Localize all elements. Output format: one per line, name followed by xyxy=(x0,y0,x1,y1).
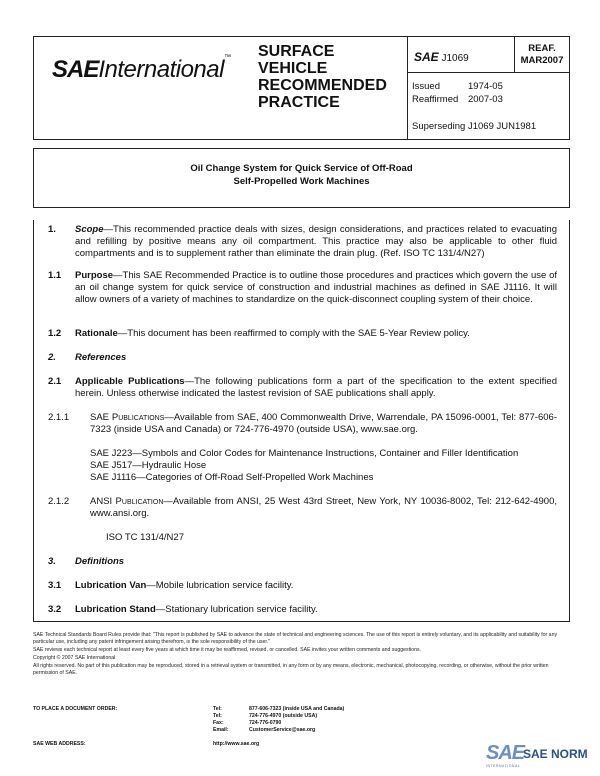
section-purpose xyxy=(34,270,569,306)
doc-type-line: VEHICLE xyxy=(258,60,328,77)
section-text: —Mobile lubrication service facility. xyxy=(146,580,294,591)
web-label: SAE WEB ADDRESS: xyxy=(33,741,86,747)
tel-value: 877-606-7323 (inside USA and Canada) xyxy=(249,706,345,712)
section-applicable-publications xyxy=(34,376,569,400)
section-rationale xyxy=(34,328,569,340)
copyright-line: Copyright © 2007 SAE International xyxy=(33,655,116,661)
doc-number-value: J1069 xyxy=(441,53,469,64)
superseding-note: Superseding J1069 JUN1981 xyxy=(412,121,537,132)
reference-item: SAE J517—Hydraulic Hose xyxy=(90,460,207,471)
title-line: Self-Propelled Work Machines xyxy=(233,176,370,187)
tel-label: Tel: xyxy=(213,706,222,712)
reference-item: SAE J1116—Categories of Off-Road Self-Propelled Work Machines xyxy=(90,472,374,483)
logo-sae-text: SAE xyxy=(52,56,99,83)
doc-type-line: PRACTICE xyxy=(258,94,340,111)
doc-number-sae: SAE xyxy=(414,50,439,64)
norm-logo-sae: SAE xyxy=(486,742,525,764)
section-number: 1.1 xyxy=(48,270,62,281)
section-lubrication-van xyxy=(34,580,569,592)
reaffirmed-label: Reaffirmed xyxy=(412,94,459,105)
email-link[interactable]: CustomerService@sae.org xyxy=(249,727,316,733)
header-divider xyxy=(407,72,569,73)
section-lubrication-stand xyxy=(34,604,569,616)
section-text: —This recommended practice deals with sizes, design considerations, and practices related to evacuating and refilling by positive means any oil compartment. This practice may also be applicable to other fluid compartments and is to supplement rather than eliminate the drain plug. (Ref. ISO TC 131/4/N27) xyxy=(75,224,557,259)
section-number: 3.2 xyxy=(48,604,62,615)
section-ansi-publication xyxy=(34,496,569,520)
section-heading: ANSI Publication xyxy=(90,496,164,507)
doc-type-line: RECOMMENDED xyxy=(258,77,387,94)
trademark-symbol: ™ xyxy=(223,54,231,61)
norm-logo-tagline: INTERNATIONAL xyxy=(486,764,521,768)
section-heading: Scope xyxy=(75,224,104,235)
reaf-line: REAF. xyxy=(528,43,556,54)
reference-item: SAE J223—Symbols and Color Codes for Maintenance Instructions, Container and Filler Identification xyxy=(90,448,519,459)
section-number: 2.1 xyxy=(48,376,62,387)
section-number: 1. xyxy=(48,224,56,235)
footer-notes xyxy=(33,632,573,678)
section-heading: Purpose xyxy=(75,270,114,281)
section-heading: References xyxy=(75,352,127,363)
document-number xyxy=(414,50,469,64)
sae-reference-list xyxy=(34,448,569,484)
document-title xyxy=(33,148,570,208)
rights-line: All rights reserved. No part of this publication may be reproduced, stored in a retrieval system or transmitted, in any form or by any means, electronic, mechanical, photocopying, recording, or otherwise, without the prior written permission of SAE. xyxy=(33,663,549,676)
section-definitions xyxy=(34,556,569,568)
order-label: TO PLACE A DOCUMENT ORDER: xyxy=(33,706,118,712)
section-sae-publications xyxy=(34,412,569,436)
norm-logo-text: SAE NORM xyxy=(523,747,588,761)
section-number: 2.1.2 xyxy=(48,496,70,507)
document-header xyxy=(33,36,570,140)
section-text: —The following publications form a part of the specification to the extent specified herein. Unless otherwise indicated the lastest revision of SAE publications shall apply. xyxy=(75,376,557,399)
section-number: 2. xyxy=(48,352,56,363)
sae-international-logo xyxy=(52,56,231,84)
reference-item: ISO TC 131/4/N27 xyxy=(106,532,184,543)
tel-label: Tel: xyxy=(213,713,222,719)
reaffirmation-stamp xyxy=(515,43,569,67)
title-line: Oil Change System for Quick Service of Off-Road xyxy=(190,163,413,174)
section-text: —Stationary lubrication service facility. xyxy=(155,604,318,615)
web-link[interactable]: http://www.sae.org xyxy=(213,741,260,747)
section-heading: Definitions xyxy=(75,556,125,567)
issue-dates xyxy=(412,80,503,106)
fax-label: Fax: xyxy=(213,720,224,726)
section-number: 2.1.1 xyxy=(48,412,70,423)
issued-value: 1974-05 xyxy=(468,81,503,92)
doc-type-line: SURFACE xyxy=(258,43,335,60)
reaffirmed-value: 2007-03 xyxy=(468,94,503,105)
logo-international-text: International xyxy=(98,56,224,83)
section-number: 1.2 xyxy=(48,328,62,339)
reaf-line: MAR2007 xyxy=(520,55,564,66)
section-scope xyxy=(34,224,569,260)
fax-value: 724-776-0790 xyxy=(249,720,282,726)
section-text: —Available from SAE, 400 Commonwealth Drive, Warrendale, PA 15096-0001, Tel: 877-606-7323 (inside USA and Canada) or 724-776-4970 (outside USA), www.sae.org. xyxy=(90,412,557,435)
issued-label: Issued xyxy=(412,81,440,92)
section-heading: Lubrication Stand xyxy=(75,604,156,615)
section-number: 3. xyxy=(48,556,56,567)
document-body xyxy=(33,220,570,622)
footer-note: SAE Technical Standards Board Rules provide that: "This report is published by SAE to advance the state of technical and engineering sciences. The use of this report is entirely voluntary, and its applicability and suitability for any particular use, including any patent infringement arising therefrom, is the sole responsibility of the user." xyxy=(33,632,558,645)
section-heading: SAE Publications xyxy=(90,412,165,423)
section-heading: Applicable Publications xyxy=(75,376,185,387)
contact-info xyxy=(33,706,573,747)
section-text: —This SAE Recommended Practice is to outline those procedures and practices which govern the use of an oil change system for quick service of construction and industrial machines as defined in SAE J1116. It will allow owners of a variety of machines to standardize on the quick-disconnect coupling system of their choice. xyxy=(75,270,557,305)
section-number: 3.1 xyxy=(48,580,62,591)
document-type xyxy=(258,43,408,111)
section-heading: Rationale xyxy=(75,328,118,339)
section-references xyxy=(34,352,569,364)
section-heading: Lubrication Van xyxy=(75,580,147,591)
section-text: —Available from ANSI, 25 West 43rd Street, New York, NY 10036-8002, Tel: 212-642-4900, www.ansi.org. xyxy=(90,496,557,519)
ansi-reference xyxy=(34,532,569,544)
section-text: —This document has been reaffirmed to comply with the SAE 5-Year Review policy. xyxy=(117,328,470,339)
tel-value: 724-776-4970 (outside USA) xyxy=(249,713,318,719)
email-label: Email: xyxy=(213,727,229,733)
sae-norm-logo xyxy=(486,742,588,772)
footer-note: SAE reviews each technical report at least every five years at which time it may be reaffirmed, revised, or cancelled. SAE invites your written comments and suggestions. xyxy=(33,647,421,653)
